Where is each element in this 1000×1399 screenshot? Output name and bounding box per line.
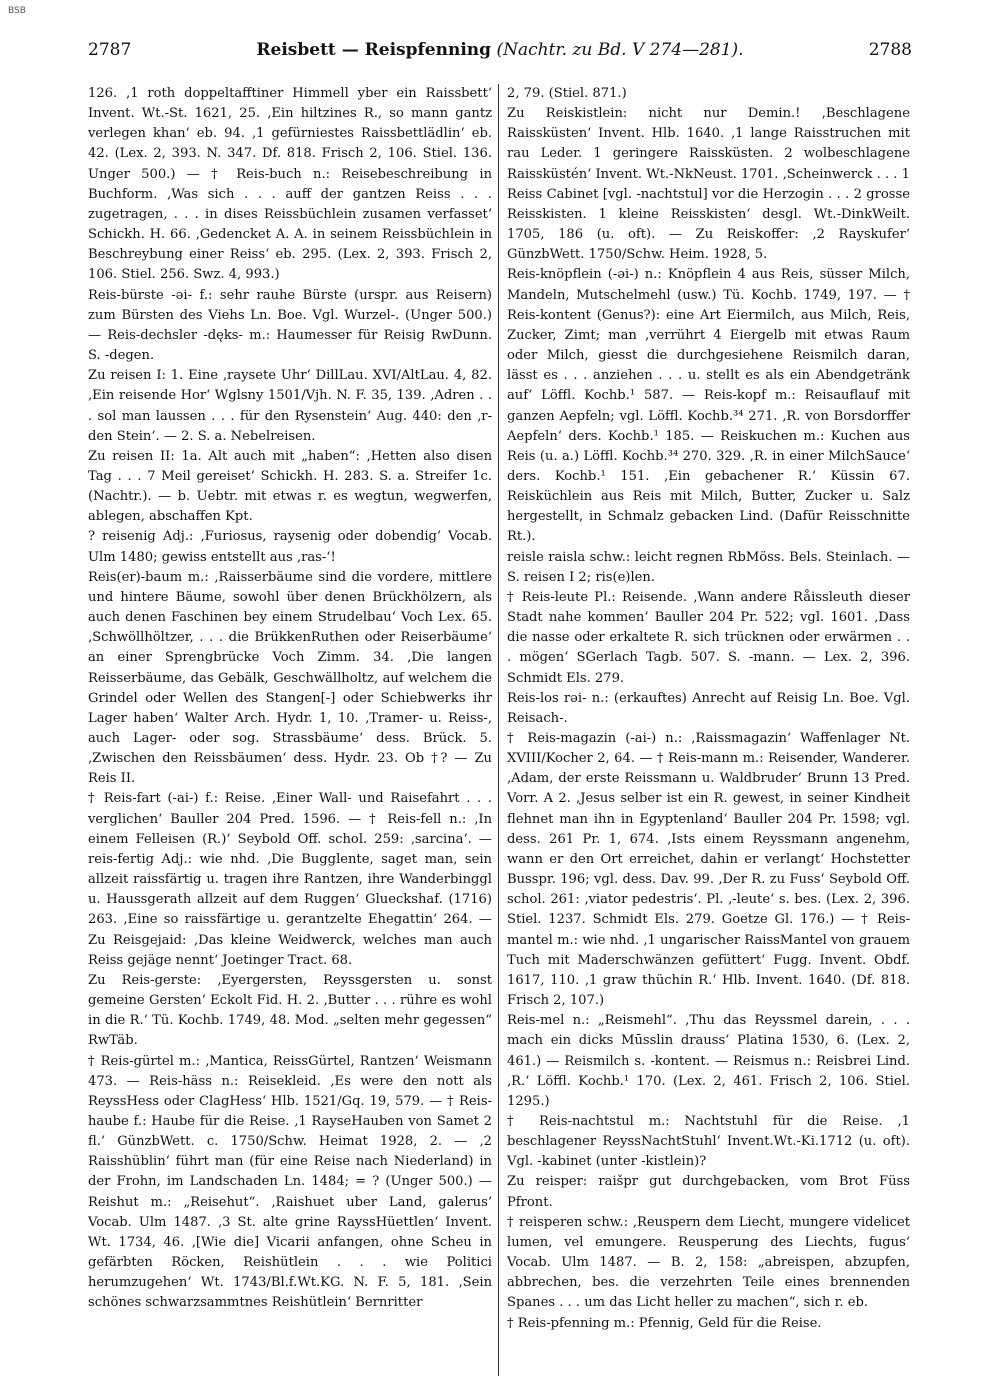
running-title-italic: (Nachtr. zu Bd. V 274—281). bbox=[496, 40, 744, 60]
entry: Reis-bürste -əi- f.: sehr rauhe Bürste (urspr. aus Reisern) zum Bürsten des Viehs Ln. Boe. Vgl. Wurzel-. (Unger 500.) — Reis-dechsler -dęks- m.: Haumesser für Reisig RwDunn. S. -degen. bbox=[88, 287, 492, 364]
entry: † Reis-nachtstul m.: Nachtstuhl für die Reise. ‚1 beschlagener ReyssNachtStuhl‘ Invent.Wt.-Ki.1712 (u. oft). Vgl. -kabinet (unter -kistlein)? bbox=[507, 1113, 910, 1170]
running-title bbox=[88, 40, 912, 60]
entry: † reisperen schw.: ‚Reuspern dem Liecht, mungere videlicet lumen, vel emungere. Reusperung des Liechts, fugus‘ Vocab. Ulm 1487. — B. 2, 158: „abreispen, abzupfen, abbrechen, bes. die verzehrten Teile eines brennenden Spanes . . . um das Licht heller zu machen“, sich r. eb. bbox=[507, 1214, 910, 1311]
page-number-left: 2787 bbox=[88, 40, 132, 60]
entry: Reis(er)-baum m.: ‚Raisserbäume sind die vordere, mittlere und hintere Bäume, sowohl über denen Brückhölzern, als auch denen Faschinen bey einem Strudelbau‘ Voch Lex. 65. ‚Schwöllhöltzer, . . . die BrükkenRuthen oder Reiserbäume‘ an einer Sprengbrücke Voch Zimm. 34. ‚Die langen Reisserbäume, das Gebälk, Geschwällholtz, auf welchem die Grindel oder Wellen des Stangen[-] oder Schiebwerks ihr Lager haben‘ Walter Arch. Hydr. 1, 10. ‚Tramer- u. Reiss-, auch Lager- oder sog. Strassbäume‘ dess. Brück. 5. ‚Zwischen den Reissbäumen‘ dess. Hydr. 23. Ob †? — Zu Reis II. bbox=[88, 569, 492, 787]
right-column bbox=[507, 84, 910, 1384]
entry: Reis-knöpflein (-əi-) n.: Knöpflein 4 aus Reis, süsser Milch, Mandeln, Mutschelmehl (usw.) Tü. Kochb. 1749, 197. — † Reis-kontent (Genus?): eine Art Eiermilch, aus Milch, Reis, Zucker, Zimt; man ‚verrührt 4 Eiergelb mit etwas Raum oder Milch, giesst die durchgesiehene Reismilch daran, lässt es . . . anziehen . . . u. stellt es als ein Abendgetränk auf‘ Löffl. Kochb.¹ 587. — Reis-kopf m.: Reisauflauf mit ganzen Aepfeln; vgl. Löffl. Kochb.³⁴ 271. ‚R. von Borsdorffer Aepfeln‘ ders. Kochb.¹ 185. — Reiskuchen m.: Kuchen aus Reis (u. a.) Löffl. Kochb.³⁴ 270. 329. ‚R. in einer MilchSauce‘ ders. Kochb.¹ 151. ‚Ein gebachener R.‘ Küssin 67. Reisküchlein aus Reis mit Milch, Butter, Zucker u. Salz hergestellt, in Schmalz gebacken Lind. (Dafür Reisschnitte Rt.). bbox=[507, 267, 910, 545]
entry: † Reis-leute Pl.: Reisende. ‚Wann andere Råissleuth dieser Stadt nahe kommen‘ Bauller 204 Pr. 522; vgl. 1601. ‚Dass die nasse oder erkaltete R. sich trücknen oder erwärmen . . . mögen‘ SGerlach Tagb. 507. S. -mann. — Lex. 2, 396. Schmidt Els. 279. bbox=[507, 589, 910, 686]
entry: 2, 79. (Stiel. 871.) bbox=[507, 86, 627, 101]
column-divider bbox=[498, 84, 499, 1376]
page-header bbox=[88, 34, 912, 64]
entry: Zu reisper: raišpr gut durchgebacken, vom Brot Füss Pfront. bbox=[507, 1174, 910, 1210]
page-number-right: 2788 bbox=[868, 40, 912, 60]
entry: Zu Reiskistlein: nicht nur Demin.! ‚Beschlagene Raissküsten‘ Invent. Hlb. 1640. ‚1 lange Raisstruchen mit rau Leder. 1 geringere Raissküsten. 2 wolbeschlagene Raissküstén‘ Invent. Wt.-NkNeust. 1701. ‚Scheinwerck . . . 1 Reiss Cabinet [vgl. -nachtstul] vor die Herzogin . . . 2 grosse Reisskisten. 1 kleine Reisskisten‘ desgl. Wt.-DinkWeilt. 1705, 186 (u. oft). — Zu Reiskoffer: ‚2 Rayskufer‘ GünzbWett. 1750/Schw. Heim. 1928, 5. bbox=[507, 106, 910, 263]
entry: Zu reisen II: 1a. Alt auch mit „haben“: ‚Hetten also disen Tag . . . 7 Meil gereiset‘ Schickh. H. 283. S. a. Streifer 1c. (Nachtr.). — b. Uebtr. mit etwas r. es wegtun, wegwerfen, ablegen, abschaffen Kpt. bbox=[88, 448, 492, 525]
entry: ? reisenig Adj.: ‚Furiosus, raysenig oder dobendig‘ Vocab. Ulm 1480; gewiss entstellt aus ‚ras-‘! bbox=[88, 529, 492, 565]
entry: Reis-mel n.: „Reismehl“. ‚Thu das Reyssmel darein, . . . mach ein dicks Mūsslin drauss‘ Platina 1530, 6. (Lex. 2, 461.) — Reismilch s. -kontent. — Reismus n.: Reisbrei Lind. ‚R.‘ Löffl. Kochb.¹ 170. (Lex. 2, 461. Frisch 2, 106. Stiel. 1295.) bbox=[507, 1013, 910, 1109]
library-stamp: BSB bbox=[8, 6, 26, 16]
entry: Zu Reis-gerste: ‚Eyergersten, Reyssgersten u. sonst gemeine Gersten‘ Eckolt Fid. H. 2. ‚Butter . . . rühre es wohl in die R.‘ Tü. Kochb. 1749, 48. Mod. „selten mehr gegessen“ RwTäb. bbox=[88, 972, 492, 1049]
running-title-bold: Reisbett — Reispfenning bbox=[256, 40, 492, 60]
entry: Zu reisen I: 1. Eine ‚raysete Uhr‘ DillLau. XVI/AltLau. 4, 82. ‚Ein reisende Hor‘ Wglsny 1501/Vjh. N. F. 35, 139. ‚Adren . . . sol man laussen . . . für den Rysenstein‘ Aug. 440: den ‚r-den Stein‘. — 2. S. a. Nebelreisen. bbox=[88, 368, 492, 444]
entry: 126. ‚1 roth doppeltafftiner Himmell yber ein Raissbett‘ Invent. Wt.-St. 1621, 25. ‚Ein hiltzines R., so mann gantz verlegen khan‘ eb. 94. ‚1 gefürniestes Raissbettlädlin‘ eb. 42. (Lex. 2, 393. N. 347. Df. 818. Frisch 2, 106. Stiel. 136. Unger 500.) — † Reis-buch n.: Reisebeschreibung in Buchform. ‚Was sich . . . auff der gantzen Reiss . . . zugetragen, . . . in dises Reissbüchlein zusamen verfasset‘ Schickh. H. 66. ‚Gedencket A. A. in seinem Reissbüchlein in Beschreybung einer Reiss‘ eb. 295. (Lex. 2, 393. Frisch 2, 106. Stiel. 256. Swz. 4, 993.) bbox=[88, 86, 492, 283]
entry: † Reis-pfenning m.: Pfennig, Geld für die Reise. bbox=[507, 1315, 822, 1331]
left-column bbox=[88, 84, 492, 1384]
entry: Reis-los rəi- n.: (erkauftes) Anrecht auf Reisig Ln. Boe. Vgl. Reisach-. bbox=[507, 690, 910, 726]
entry: † Reis-magazin (-ai-) n.: ‚Raissmagazin‘ Waffenlager Nt. XVIII/Kocher 2, 64. — † Reis-mann m.: Reisender, Wanderer. ‚Adam, der erste Reissmann u. Waldbruder‘ Brunn 13 Pred. Vorr. A 2. ‚Jesus selber ist ein R. gewest, in seiner Kindheit flehnet man ihn in Egyptenland‘ Bauller 204 Pr. 1598; vgl. dess. 261 Pr. 1, 674. ‚Ists einem Reyssmann angenehm, wann er den Ort erreichet, dahin er verlangt‘ Hochstetter Busspr. 196; vgl. dess. Dav. 99. ‚Der R. zu Fuss‘ Seybold Off. schol. 261: ‚viator pedestris‘. Pl. ‚-leute‘ s. bes. (Lex. 2, 396. Stiel. 1237. Schmidt Els. 279. Goetze Gl. 176.) — † Reis-mantel m.: wie nhd. ‚1 ungarischer RaissMantel von grauem Tuch mit Maderschwänzen gefüttert‘ Fugg. Invent. Obdf. 1617, 110. ‚1 graw thüchin R.‘ Hlb. Invent. 1640. (Df. 818. Frisch 2, 107.) bbox=[507, 731, 910, 1009]
entry: † Reis-fart (-ai-) f.: Reise. ‚Einer Wall- und Raisefahrt . . . verglichen‘ Bauller 204 Pred. 1596. — † Reis-fell n.: ‚In einem Felleisen (R.)‘ Seybold Off. schol. 259: ‚sarcina‘. — reis-fertig Adj.: wie nhd. ‚Die Bugglente, saget man, sein allzeit raissfärtig u. tragen ihre Rantzen, ihre Wanderbinggl u. Haussgerath allzeit auf dem Ruggen‘ Glueckshaf. (1716) 263. ‚Eine so raissfärtige u. gerantzelte Ehegattin‘ 264. — Zu Reisgejaid: ‚Das kleine Weidwerck, welches man auch Reiss gejäge nennt‘ Joetinger Tract. 68. bbox=[88, 791, 492, 968]
entry: reisle raisla schw.: leicht regnen RbMöss. Bels. Steinlach. — S. reisen I 2; ris(e)len. bbox=[507, 549, 910, 585]
entry: † Reis-gürtel m.: ‚Mantica, ReissGürtel, Rantzen‘ Weismann 473. — Reis-häss n.: Reisekleid. ‚Es were den nott als ReyssHess oder ClagHess‘ Hlb. 1521/Gq. 19, 579. — † Reis-haube f.: Haube für die Reise. ‚1 RayseHauben von Samet 2 fl.‘ GünzbWett. c. 1750/Schw. Heimat 1928, 2. — ‚2 Raisshüblin‘ führt man (für eine Reise nach Niederland) in der Frohn, im Landschaden Ln. 1484; = ? (Unger 500.) — Reishut m.: „Reisehut“. ‚Raishuet uber Land, galerus‘ Vocab. Ulm 1487. ‚3 St. alte grine RayssHüettlen‘ Invent. Wt. 1734, 46. ‚[Wie die] Vicarii anfangen, ohne Scheu in gefärbten Röcken, Reishütlein . . . wie Politici herumzugehen‘ Wt. 1743/Bl.f.Wt.KG. N. F. 5, 181. ‚Sein schönes schwarzsammtnes Reishütlein‘ Bernritter bbox=[88, 1053, 492, 1311]
